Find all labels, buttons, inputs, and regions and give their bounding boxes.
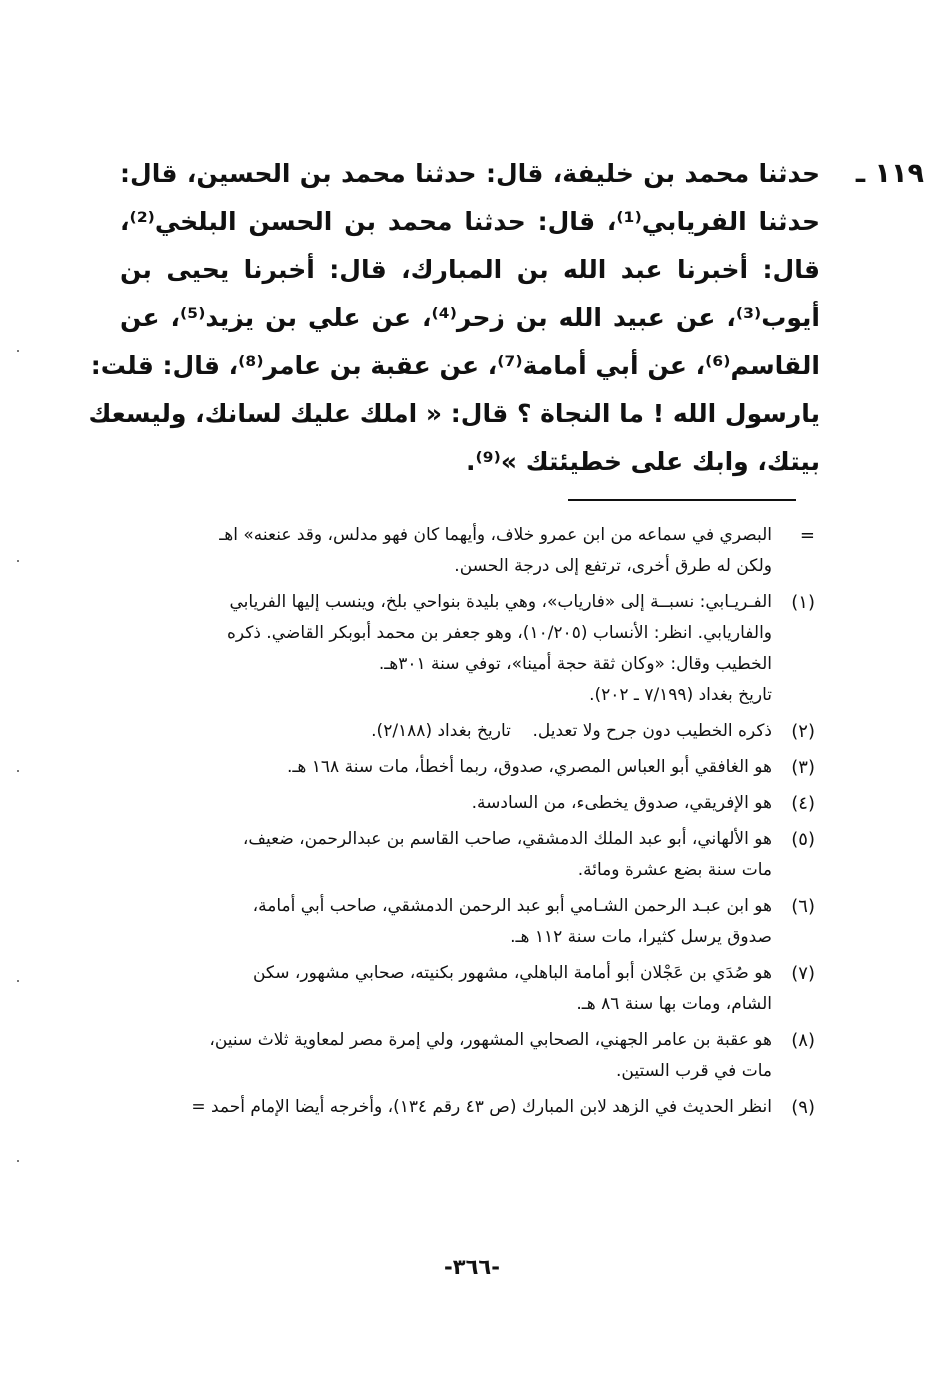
footnote-line: الشام، ومات بها سنة ٨٦ هـ. [576, 994, 772, 1014]
footnote-marker: (٦) [791, 896, 815, 917]
hadith-line: بيتك، وابك على خطيئتك »⁽⁹⁾. [465, 447, 820, 476]
footnote-4 [110, 788, 815, 819]
footnote-marker: (٥) [791, 829, 815, 850]
footnote-line: والفاريابي. انظر: الأنساب (١٠/٢٠٥)، وهو جعفر بن محمد أبوبكر القاضي. ذكره [226, 623, 772, 643]
footnote-marker: (٨) [791, 1030, 815, 1051]
hadith-number: ١١٩ ـ [855, 158, 924, 189]
footnote-5 [110, 824, 815, 886]
hadith-line: حدثنا محمد بن خليفة، قال: حدثنا محمد بن الحسين، قال: [120, 159, 820, 188]
hadith-line: حدثنا الفريابي⁽¹⁾، قال: حدثنا محمد بن الحسن البلخي⁽²⁾، [120, 207, 820, 236]
hadith-line: أيوب⁽³⁾، عن عبيد الله بن زحر⁽⁴⁾، عن علي بن يزيد⁽⁵⁾، عن [120, 303, 820, 332]
footnote-marker: (٧) [791, 963, 815, 984]
footnote-line: هو الغافقي أبو العباس المصري، صدوق، ربما أخطأ، مات سنة ١٦٨ هـ. [287, 757, 772, 777]
footnote-marker: (٩) [791, 1097, 815, 1118]
footnote-line: مات في قرب الستين. [616, 1061, 772, 1081]
footnote-2 [110, 716, 815, 747]
footnote-line: صدوق يرسل كثيرا، مات سنة ١١٢ هـ. [510, 927, 772, 947]
footnote-marker: (٤) [791, 793, 815, 814]
scan-speck [17, 980, 19, 982]
footnote-line: مات سنة بضع عشرة ومائة. [577, 860, 772, 880]
footnote-line: هو الإفريقي، صدوق يخطىء، من السادسة. [471, 793, 772, 813]
scan-speck [17, 770, 19, 772]
footnote-3 [110, 752, 815, 783]
footnote-separator [568, 499, 796, 501]
footnotes-block [110, 520, 815, 1128]
hadith-line: يارسول الله ! ما النجاة ؟ قال: « املك عليك لسانك، وليسعك [88, 399, 820, 428]
footnote-line: هو الألهاني، أبو عبد الملك الدمشقي، صاحب القاسم بن عبدالرحمن، ضعيف، [242, 829, 772, 849]
footnote-continuation [110, 520, 815, 582]
footnote-1 [110, 587, 815, 711]
page-number: -٣٦٦- [444, 1255, 500, 1279]
hadith-line: قال: أخبرنا عبد الله بن المبارك، قال: أخبرنا يحيى بن [120, 255, 820, 284]
hadith-line: القاسم⁽⁶⁾، عن أبي أمامة⁽⁷⁾، عن عقبة بن عامر⁽⁸⁾، قال: قلت: [90, 351, 820, 380]
footnote-6 [110, 891, 815, 953]
footnote-marker: (١) [791, 592, 815, 613]
footnote-8 [110, 1025, 815, 1087]
footnote-line: البصري في سماعه من ابن عمرو خلاف، وأيهما كان فهو مدلس، وقد عنعنه» اهـ [219, 525, 772, 545]
footnote-line: الخطيب وقال: «وكان ثقة حجة أمينا»، توفي سنة ٣٠١هـ. [378, 654, 772, 674]
scan-speck [17, 560, 19, 562]
footnote-line: هو صُدَي بن عَجْلان أبو أمامة الباهلي، مشهور بكنيته، صحابي مشهور، سكن [252, 963, 772, 983]
footnote-line: انظر الحديث في الزهد لابن المبارك (ص ٤٣ رقم ١٣٤)، وأخرجه أيضا الإمام أحمد = [191, 1097, 772, 1117]
footnote-7 [110, 958, 815, 1020]
hadith-text-block [88, 150, 924, 486]
footnote-line: الفـريـابي: نسبــة إلى «فارياب»، وهي بليدة بنواحي بلخ، وينسب إليها الفريابي [229, 592, 772, 612]
scan-speck [17, 350, 19, 352]
footnote-marker: (٣) [791, 757, 815, 778]
footnote-9 [110, 1092, 815, 1123]
footnote-line: ذكره الخطيب دون جرح ولا تعديل. تاريخ بغداد (٢/١٨٨). [371, 721, 772, 741]
footnote-line: ولكن له طرق أخرى، ترتفع إلى درجة الحسن. [454, 556, 772, 576]
footnote-marker: = [799, 525, 815, 546]
footnote-line: تاريخ بغداد (٧/١٩٩ ـ ٢٠٢). [589, 685, 772, 705]
scan-speck [17, 1160, 19, 1162]
footnote-line: هو ابن عبـد الرحمن الشـامي أبو عبد الرحمن الدمشقي، صاحب أبي أمامة، [252, 896, 772, 916]
footnote-line: هو عقبة بن عامر الجهني، الصحابي المشهور، ولي إمرة مصر لمعاوية ثلاث سنين، [209, 1030, 772, 1050]
footnote-marker: (٢) [791, 721, 815, 742]
